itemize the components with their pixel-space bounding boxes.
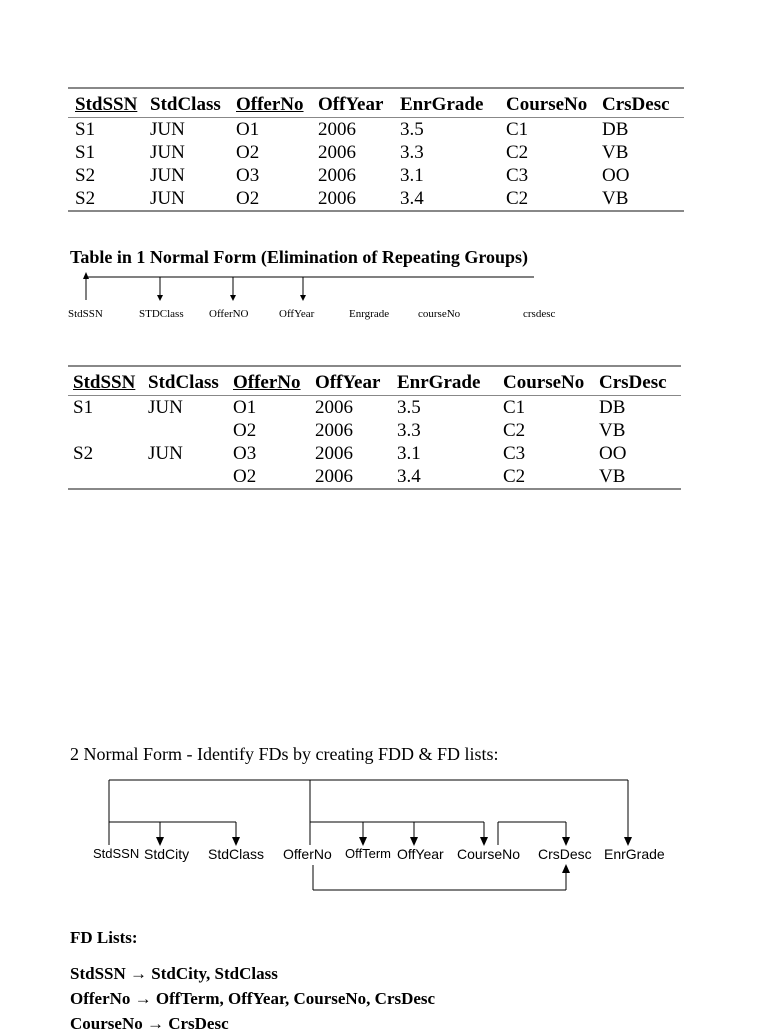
table-cell: 3.5 (400, 119, 424, 140)
table-cell: JUN (148, 397, 183, 418)
table2-col-courseno: CourseNo (503, 371, 585, 393)
table-cell: S2 (73, 443, 94, 464)
table2-col-stdssn: StdSSN (73, 371, 136, 393)
table-cell: 2006 (315, 420, 353, 441)
diagram1-label-stdssn: StdSSN (68, 308, 103, 320)
diagram1-label-offyear: OffYear (279, 308, 315, 320)
table-cell: S2 (75, 165, 96, 186)
fdd-enrgrade-arrowhead (624, 837, 632, 846)
table-cell: 2006 (318, 165, 356, 186)
table-cell: O2 (236, 142, 260, 163)
table-cell: 2006 (318, 188, 356, 209)
table-cell: O2 (233, 420, 257, 441)
table-cell: 3.3 (397, 420, 421, 441)
fdd-courseno-arrowhead (480, 837, 488, 846)
table-cell: C2 (506, 142, 529, 163)
table-cell: JUN (150, 165, 185, 186)
table-cell: 3.1 (397, 443, 421, 464)
fdd-label-offyear: OffYear (397, 846, 444, 862)
fdd-crsdesc-lower-arrowhead (562, 864, 570, 873)
fdd-offterm-arrowhead (359, 837, 367, 846)
table-cell: 2006 (315, 397, 353, 418)
fdd-label-courseno: CourseNo (457, 846, 521, 862)
heading-2nf: 2 Normal Form - Identify FDs by creating FDD & FD lists: (70, 744, 499, 764)
diagram1-label-offerno: OfferNO (209, 308, 249, 320)
table-cell: S1 (73, 397, 94, 418)
table-cell: O3 (236, 165, 260, 186)
table-cell: O1 (233, 397, 257, 418)
table-cell: 3.1 (400, 165, 424, 186)
fdd-label-stdcity: StdCity (144, 846, 190, 862)
table-cell: 2006 (318, 142, 356, 163)
table2-col-enrgrade: EnrGrade (397, 371, 481, 393)
table-cell: JUN (150, 188, 185, 209)
table-cell: C2 (503, 420, 526, 441)
table-cell: S1 (75, 119, 96, 140)
table-cell: O2 (236, 188, 260, 209)
table-cell: VB (602, 142, 629, 163)
fd-lists-title: FD Lists: (70, 928, 138, 947)
table1-col-stdssn: StdSSN (75, 93, 138, 115)
table-cell: 3.3 (400, 142, 424, 163)
table-cell: O2 (233, 466, 257, 487)
table-cell: VB (602, 188, 629, 209)
heading-1nf: Table in 1 Normal Form (Elimination of Repeating Groups) (70, 247, 529, 267)
table-cell: OO (599, 443, 627, 464)
table-cell: JUN (150, 119, 185, 140)
table-cell: C1 (503, 397, 526, 418)
diagram1-label-stdclass: STDClass (139, 308, 184, 320)
diagram1-label-enrgrade: Enrgrade (349, 308, 390, 320)
table-cell: C2 (503, 466, 526, 487)
fdd-stdclass-arrowhead (232, 837, 240, 846)
fdd-offyear-arrowhead (410, 837, 418, 846)
table-cell: C3 (503, 443, 526, 464)
fdd-crsdesc-arrowhead (562, 837, 570, 846)
table1-col-courseno: CourseNo (506, 93, 588, 115)
fd-line-offerno: OfferNo → OffTerm, OffYear, CourseNo, CrsDesc (70, 989, 436, 1008)
diagram1-label-crsdesc: crsdesc (523, 308, 556, 320)
table-cell: 3.5 (397, 397, 421, 418)
table-cell: OO (602, 165, 630, 186)
fdd-label-stdclass: StdClass (208, 846, 265, 862)
table-cell: C3 (506, 165, 529, 186)
fdd-label-enrgrade: EnrGrade (604, 846, 665, 862)
table1-col-offyear: OffYear (318, 93, 384, 115)
table-cell: 3.4 (400, 188, 424, 209)
fdd-label-offterm: OffTerm (345, 846, 391, 861)
table2-col-crsdesc: CrsDesc (599, 371, 667, 393)
table-cell: DB (602, 119, 629, 140)
table-cell: O1 (236, 119, 260, 140)
fdd-label-crsdesc: CrsDesc (538, 846, 592, 862)
table1-col-offerno: OfferNo (236, 93, 304, 115)
table-cell: C2 (506, 188, 529, 209)
table2-col-stdclass: StdClass (148, 371, 219, 393)
table1-col-enrgrade: EnrGrade (400, 93, 484, 115)
table-cell: S2 (75, 188, 96, 209)
fd-line-courseno: CourseNo → CrsDesc (70, 1014, 229, 1033)
fdd-label-stdssn: StdSSN (93, 846, 140, 861)
table-cell: JUN (150, 142, 185, 163)
table2-col-offerno: OfferNo (233, 371, 301, 393)
table2-col-offyear: OffYear (315, 371, 381, 393)
fdd-label-offerno: OfferNo (283, 846, 332, 862)
table-cell: 2006 (315, 443, 353, 464)
table-cell: 2006 (315, 466, 353, 487)
fdd-stdcity-arrowhead (156, 837, 164, 846)
table-cell: JUN (148, 443, 183, 464)
table-cell: VB (599, 466, 626, 487)
table1-col-crsdesc: CrsDesc (602, 93, 670, 115)
fd-line-stdssn: StdSSN → StdCity, StdClass (70, 964, 278, 983)
table1-col-stdclass: StdClass (150, 93, 221, 115)
table-cell: VB (599, 420, 626, 441)
diagram1-label-courseno: courseNo (418, 308, 461, 320)
table-cell: S1 (75, 142, 96, 163)
table-cell: 3.4 (397, 466, 421, 487)
table-cell: C1 (506, 119, 529, 140)
table-cell: 2006 (318, 119, 356, 140)
table-cell: DB (599, 397, 626, 418)
table-cell: O3 (233, 443, 257, 464)
